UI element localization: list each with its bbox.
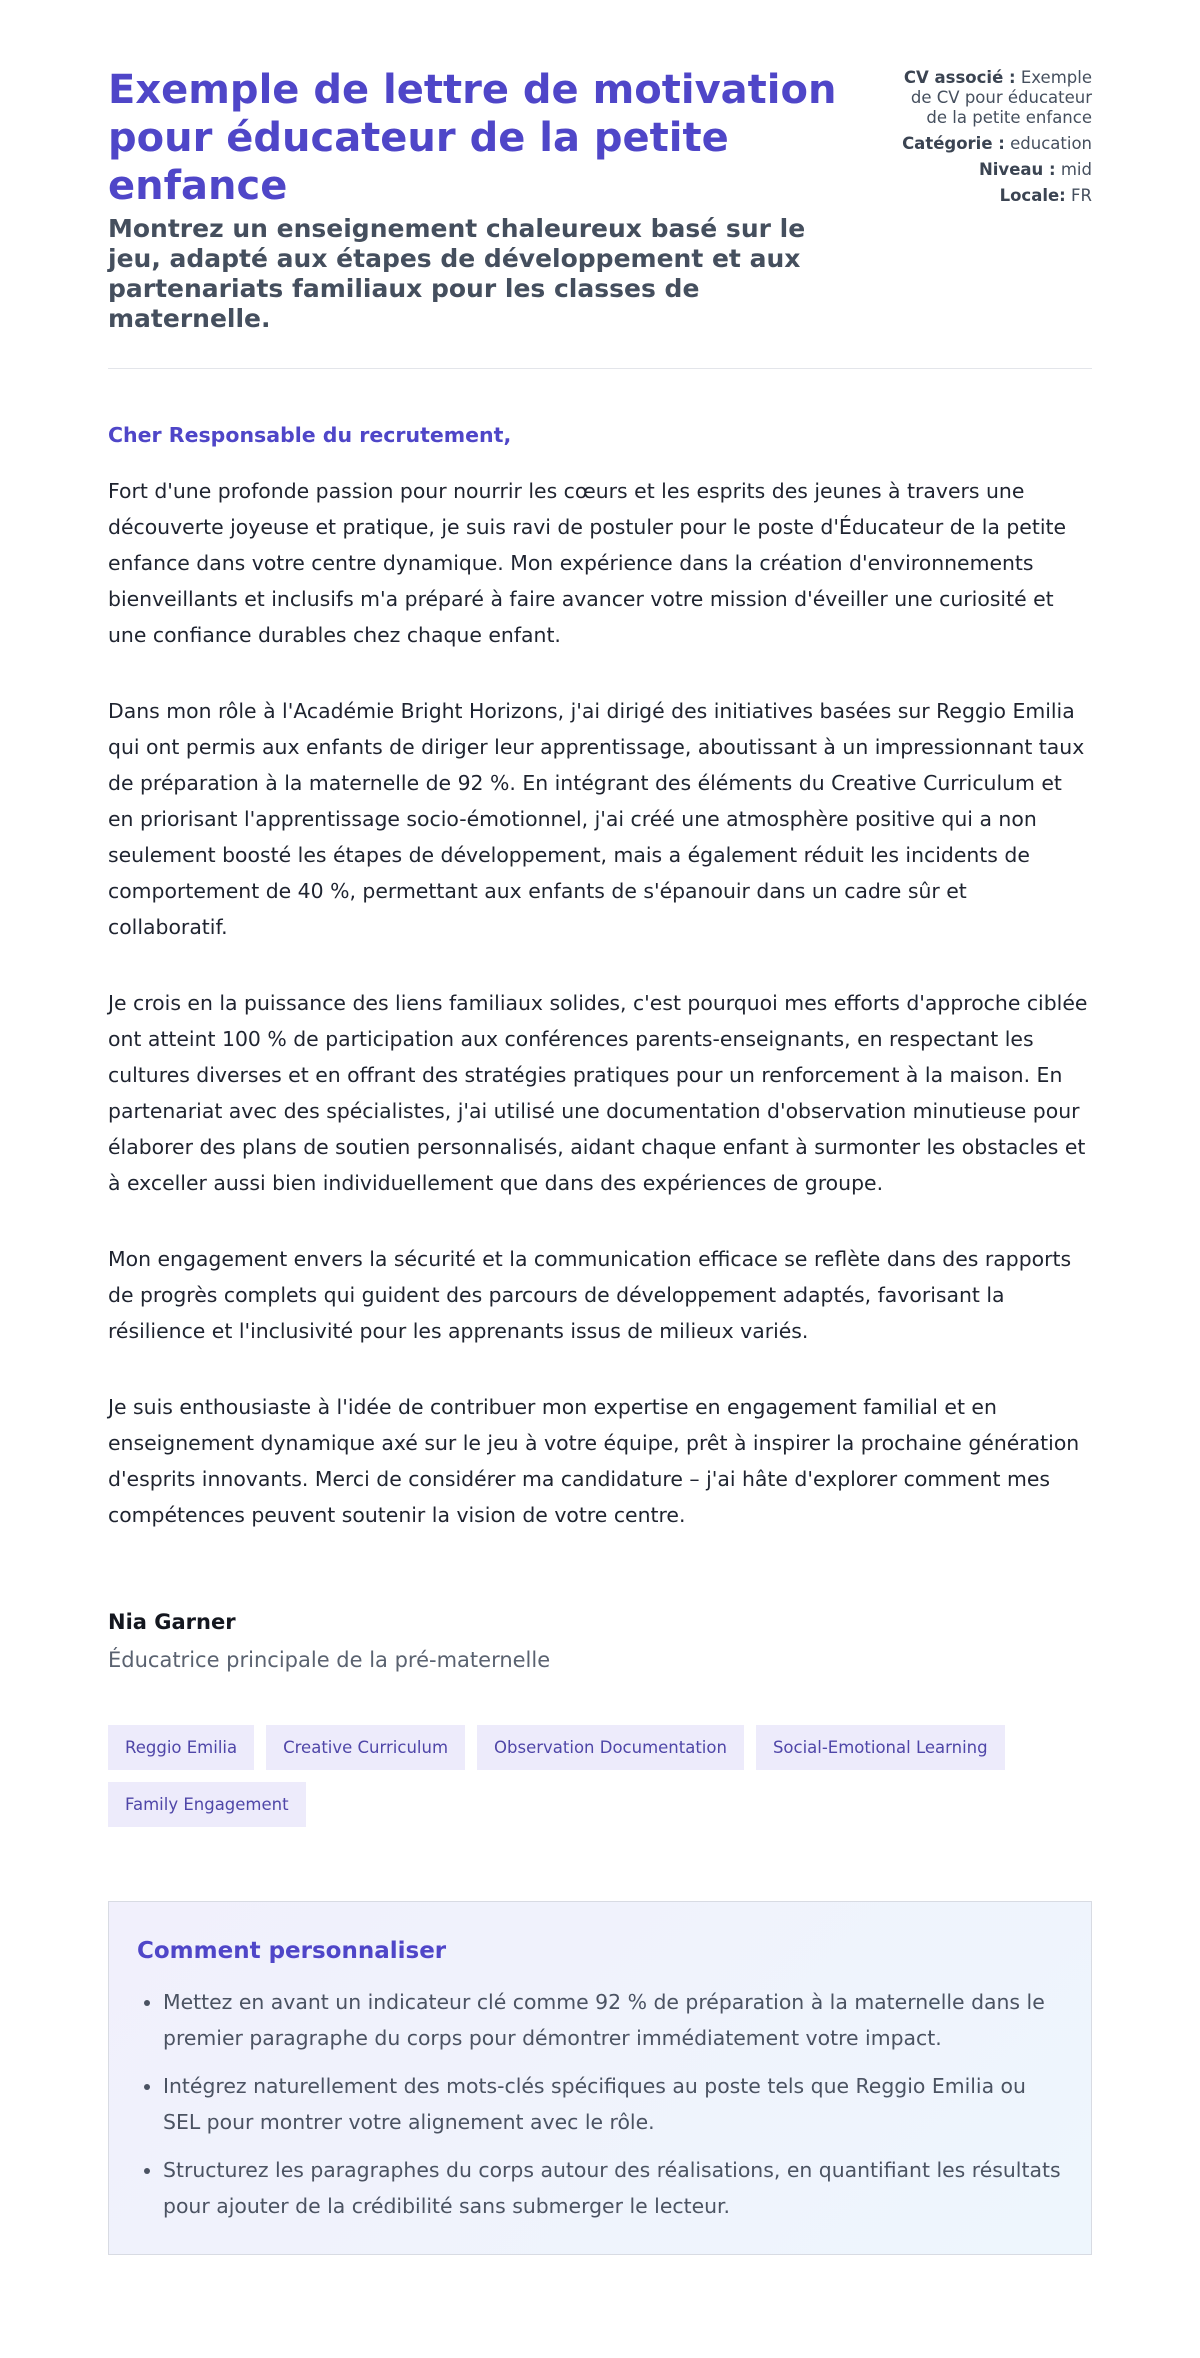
tip-item: • Structurez les paragraphes du corps autour des réalisations, en quantifiant les résultats pour ajouter de la crédibilité sans submerger le lecteur. [163, 2152, 1061, 2224]
keyword-tag: Reggio Emilia [108, 1725, 254, 1770]
meta-level-value: mid [1060, 160, 1092, 179]
letter-paragraph: Fort d'une profonde passion pour nourrir les cœurs et les esprits des jeunes à travers une découverte joyeuse et pratique, je suis ravi de postuler pour le poste d'Éducateur de la petite enfance dans votre centre dynamique. Mon expérience dans la création d'environnements bienveillants et inclusifs m'a préparé à faire avancer votre mission d'éveiller une curiosité et une confiance durables chez chaque enfant. [108, 479, 1067, 647]
tip-item: • Mettez en avant un indicateur clé comme 92 % de préparation à la maternelle dans le premier paragraphe du corps pour démontrer immédiatement votre impact. [163, 1984, 1061, 2056]
keyword-tag: Observation Documentation [477, 1725, 744, 1770]
meta-cv-value: Exemple de CV pour éducateur de la petite enfance [910, 68, 1092, 127]
signature-block [108, 1607, 1092, 1675]
signature-name: Nia Garner [108, 1610, 236, 1634]
meta-locale-label: Locale: [999, 186, 1066, 205]
page-title: Exemple de lettre de motivation pour éducateur de la petite enfance [108, 67, 837, 209]
meta-category [892, 134, 1092, 154]
page-header [108, 66, 1092, 369]
signature-role: Éducatrice principale de la pré-maternelle [108, 1648, 551, 1672]
meta-panel [892, 66, 1092, 212]
letter-body [108, 473, 1092, 1533]
keyword-tag: Creative Curriculum [266, 1725, 465, 1770]
letter-paragraph: Mon engagement envers la sécurité et la communication efficace se reflète dans des rapports de progrès complets qui guident des parcours de développement adaptés, favorisant la résilience et l'inclusivité pour les apprenants issus de milieux variés. [108, 1247, 1072, 1343]
keyword-tag: Social-Emotional Learning [756, 1725, 1005, 1770]
meta-cv-label: CV associé : [903, 68, 1016, 87]
meta-category-value: education [1010, 134, 1092, 153]
meta-cv [892, 68, 1092, 128]
letter-greeting: Cher Responsable du recrutement, [108, 423, 512, 447]
letter-paragraph: Dans mon rôle à l'Académie Bright Horizons, j'ai dirigé des initiatives basées sur Reggio Emilia qui ont permis aux enfants de diriger leur apprentissage, aboutissant à un impressionnant taux de préparation à la maternelle de 92 %. En intégrant des éléments du Creative Curriculum et en priorisant l'apprentissage socio-émotionnel, j'ai créé une atmosphère positive qui a non seulement boosté les étapes de développement, mais a également réduit les incidents de comportement de 40 %, permettant aux enfants de s'épanouir dans un cadre sûr et collaboratif. [108, 699, 1085, 939]
meta-locale-value: FR [1071, 186, 1092, 205]
keyword-tags [108, 1725, 1092, 1827]
page-subtitle: Montrez un enseignement chaleureux basé sur le jeu, adapté aux étapes de développement et aux partenariats familiaux pour les classes de maternelle. [108, 214, 806, 333]
tips-list [137, 1984, 1061, 2224]
keyword-tag: Family Engagement [108, 1782, 306, 1827]
meta-level-label: Niveau : [978, 160, 1056, 179]
letter-paragraph: Je suis enthousiaste à l'idée de contribuer mon expertise en engagement familial et en enseignement dynamique axé sur le jeu à votre équipe, prêt à inspirer la prochaine génération d'esprits innovants. Merci de considérer ma candidature – j'ai hâte d'explorer comment mes compétences peuvent soutenir la vision de votre centre. [108, 1395, 1080, 1527]
meta-category-label: Catégorie : [902, 134, 1005, 153]
meta-level [892, 160, 1092, 180]
meta-locale [892, 186, 1092, 206]
header-titles [108, 66, 848, 334]
tip-item: • Intégrez naturellement des mots-clés spécifiques au poste tels que Reggio Emilia ou SEL pour montrer votre alignement avec le rôle. [163, 2068, 1061, 2140]
letter-paragraph: Je crois en la puissance des liens familiaux solides, c'est pourquoi mes efforts d'approche ciblée ont atteint 100 % de participation aux conférences parents-enseignants, en respectant les cultures diverses et en offrant des stratégies pratiques pour un renforcement à la maison. En partenariat avec des spécialistes, j'ai utilisé une documentation d'observation minutieuse pour élaborer des plans de soutien personnalisés, aidant chaque enfant à surmonter les obstacles et à exceller aussi bien individuellement que dans des expériences de groupe. [108, 991, 1088, 1195]
tips-title: Comment personnaliser [137, 1938, 447, 1964]
customization-tips-box [108, 1901, 1092, 2255]
